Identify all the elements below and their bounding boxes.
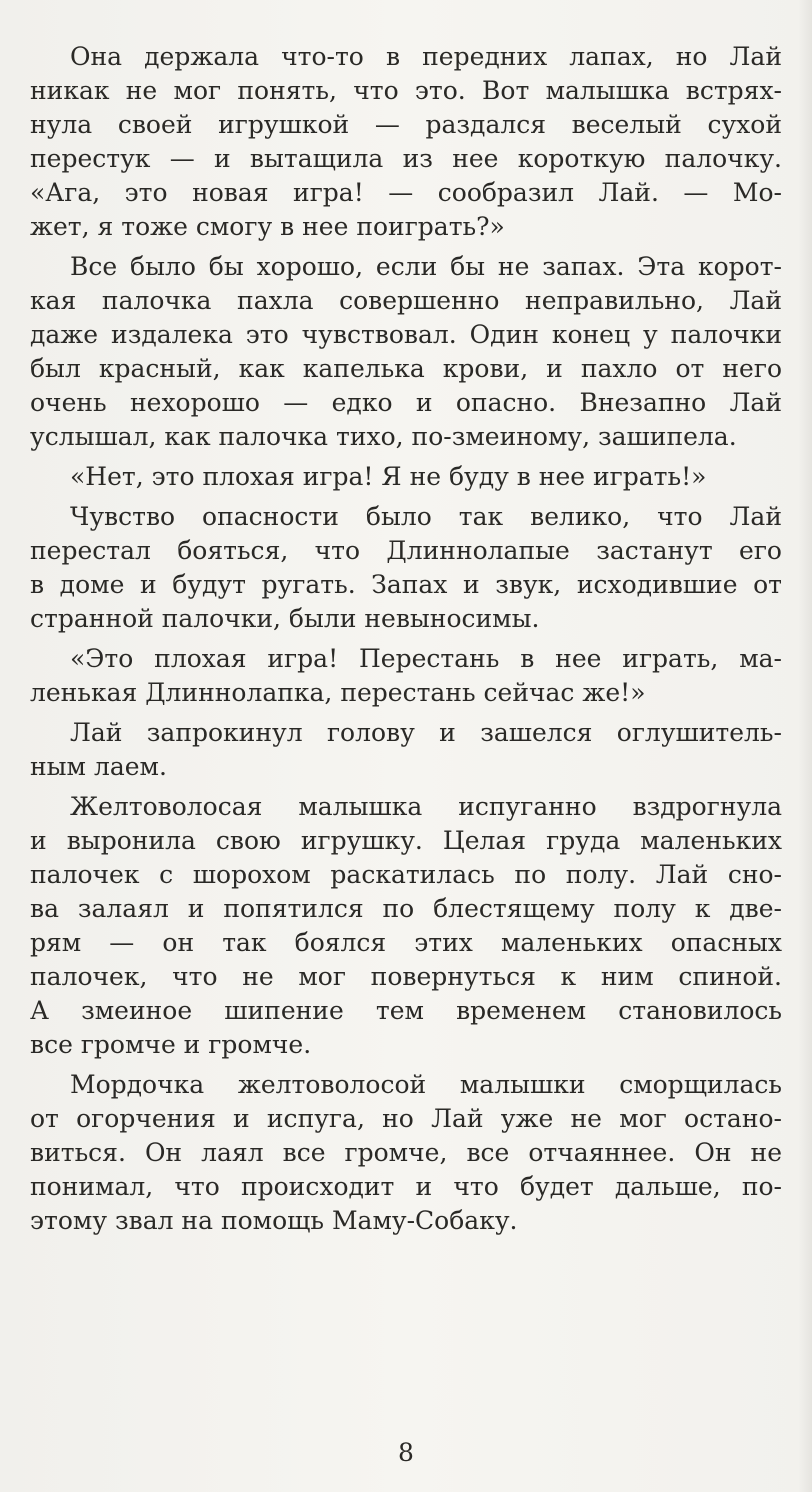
text-line: А змеиное шипение тем временем становилось: [30, 996, 782, 1025]
text-line: ным лаем.: [30, 752, 167, 781]
text-line: «Это плохая игра! Перестань в нее играть, ма-: [70, 644, 782, 673]
page-number: 8: [398, 1438, 414, 1467]
text-line: был красный, как капелька крови, и пахло от него: [30, 354, 782, 383]
page-edge-shadow: [798, 0, 812, 1492]
text-line: очень нехорошо — едко и опасно. Внезапно Лай: [30, 388, 782, 417]
text-line: палочек, что не мог повернуться к ним спиной.: [30, 962, 782, 991]
text-line: услышал, как палочка тихо, по-змеиному, зашипела.: [30, 422, 737, 451]
paragraph: [30, 790, 782, 1062]
text-line: палочек с шорохом раскатилась по полу. Лай сно-: [30, 860, 782, 889]
text-line: и выронила свою игрушку. Целая груда маленьких: [30, 826, 782, 855]
text-line: даже издалека это чувствовал. Один конец у палочки: [30, 320, 782, 349]
text-line: нула своей игрушкой — раздался веселый сухой: [30, 110, 782, 139]
text-line: странной палочки, были невыносимы.: [30, 604, 540, 633]
text-line: виться. Он лаял все громче, все отчаяннее. Он не: [30, 1138, 782, 1167]
text-line: Лай запрокинул голову и зашелся оглушитель-: [70, 718, 782, 747]
text-line: Чувство опасности было так велико, что Лай: [70, 502, 782, 531]
text-line: Мордочка желтоволосой малышки сморщилась: [70, 1070, 782, 1099]
text-line: от огорчения и испуга, но Лай уже не мог остано-: [30, 1104, 782, 1133]
body-text: [30, 40, 782, 1244]
text-line: кая палочка пахла совершенно неправильно, Лай: [30, 286, 782, 315]
text-line: «Ага, это новая игра! — сообразил Лай. — Мо-: [30, 178, 782, 207]
text-line: ва залаял и попятился по блестящему полу к две-: [30, 894, 782, 923]
paragraph: [30, 1068, 782, 1238]
text-line: жет, я тоже смогу в нее поиграть?»: [30, 212, 505, 241]
paragraph: [30, 460, 782, 494]
text-line: этому звал на помощь Маму-Собаку.: [30, 1206, 518, 1235]
text-line: в доме и будут ругать. Запах и звук, исходившие от: [30, 570, 782, 599]
text-line: ленькая Длиннолапка, перестань сейчас же!»: [30, 678, 646, 707]
text-line: Она держала что-то в передних лапах, но Лай: [70, 42, 782, 71]
text-line: понимал, что происходит и что будет дальше, по-: [30, 1172, 782, 1201]
text-line: все громче и громче.: [30, 1030, 312, 1059]
paragraph: [30, 642, 782, 710]
paragraph: [30, 716, 782, 784]
paragraph: [30, 250, 782, 454]
paragraph: [30, 40, 782, 244]
text-line: Все было бы хорошо, если бы не запах. Эта корот-: [70, 252, 782, 281]
text-line: Желтоволосая малышка испуганно вздрогнула: [70, 792, 782, 821]
paragraph: [30, 500, 782, 636]
text-line: рям — он так боялся этих маленьких опасных: [30, 928, 782, 957]
text-line: «Нет, это плохая игра! Я не буду в нее играть!»: [70, 462, 707, 491]
text-line: перестук — и вытащила из нее короткую палочку.: [30, 144, 782, 173]
text-line: никак не мог понять, что это. Вот малышка встрях-: [30, 76, 782, 105]
text-line: перестал бояться, что Длиннолапые застанут его: [30, 536, 782, 565]
